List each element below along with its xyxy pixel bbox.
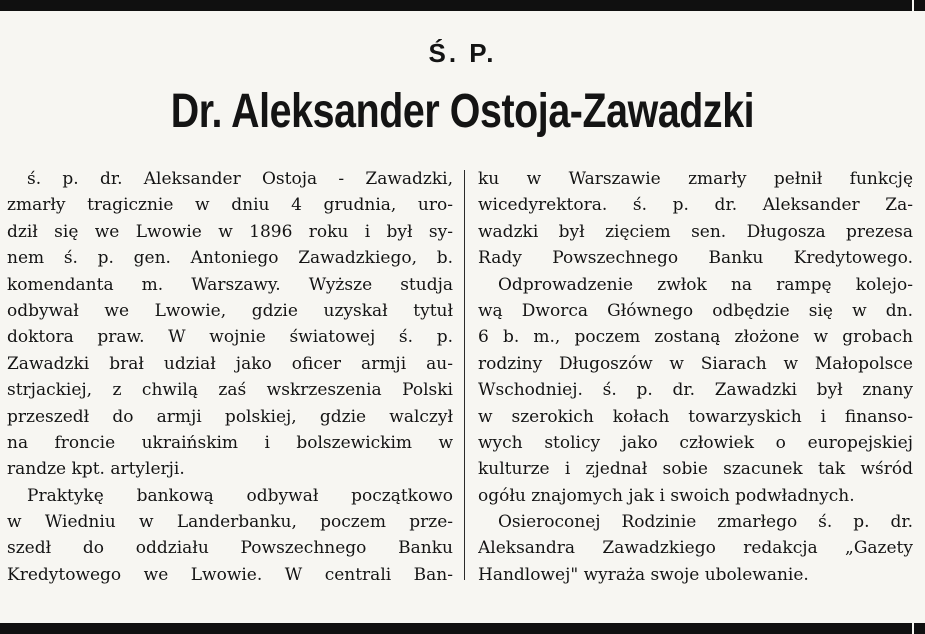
- text-line: wicedyrektora. ś. p. dr. Aleksander Za-: [478, 195, 913, 216]
- obituary-headline: Dr. Aleksander Ostoja-Zawadzki: [170, 85, 755, 138]
- top-rule: [0, 0, 925, 11]
- text-line: dził się we Lwowie w 1896 roku i był sy-: [7, 221, 453, 242]
- text-line: wadzki był zięciem sen. Długosza prezesa: [478, 221, 913, 242]
- text-line: szedł do oddziału Powszechnego Banku: [7, 538, 453, 559]
- right-column: [478, 166, 913, 588]
- text-line: na froncie ukraińskim i bolszewickim w: [7, 432, 453, 453]
- text-line: wą Dworca Głównego odbędzie się w dn.: [478, 300, 913, 321]
- text-line: odbywał we Lwowie, gdzie uzyskał tytuł: [7, 300, 453, 321]
- text-line: komendanta m. Warszawy. Wyższe studja: [7, 274, 453, 295]
- text-line: Praktykę bankową odbywał początkowo: [27, 485, 453, 506]
- text-line: Rady Powszechnego Banku Kredytowego.: [478, 248, 913, 269]
- text-line: Kredytowego we Lwowie. W centrali Ban-: [7, 564, 453, 585]
- text-line: ku w Warszawie zmarły pełnił funkcję: [478, 169, 913, 189]
- text-line: nem ś. p. gen. Antoniego Zawadzkiego, b.: [7, 248, 453, 269]
- text-line: rodziny Długoszów w Siarach w Małopolsce: [478, 353, 913, 374]
- text-line: Osieroconej Rodzinie zmarłego ś. p. dr.: [498, 512, 913, 533]
- text-line: ogółu znajomych jak i swoich podwładnych.: [478, 485, 855, 506]
- text-line: wych stolicy jako człowiek o europejskiej: [478, 432, 913, 453]
- text-line: w szerokich kołach towarzyskich i finanso-: [478, 406, 913, 427]
- text-line: ś. p. dr. Aleksander Ostoja - Zawadzki,: [27, 169, 453, 189]
- obituary-prefix: Ś. P.: [428, 38, 497, 68]
- text-line: zmarły tragicznie w dniu 4 grudnia, uro-: [7, 195, 453, 216]
- text-line: Aleksandra Zawadzkiego redakcja „Gazety: [478, 538, 913, 559]
- bottom-rule: [0, 623, 925, 634]
- left-column: [7, 166, 453, 588]
- text-line: randze kpt. artylerji.: [7, 459, 185, 480]
- text-line: 6 b. m., poczem zostaną złożone w grobach: [478, 327, 913, 348]
- text-line: Zawadzki brał udział jako oficer armji au-: [7, 353, 453, 374]
- text-line: w Wiedniu w Landerbanku, poczem prze-: [7, 512, 453, 533]
- text-line: strjackiej, z chwilą zaś wskrzeszenia Polski: [7, 380, 453, 401]
- text-line: Odprowadzenie zwłok na rampę kolejo-: [498, 274, 913, 295]
- column-divider: [464, 170, 465, 580]
- text-line: kulturze i zjednał sobie szacunek tak wśród: [478, 459, 913, 480]
- text-line: Handlowej" wyraża swoje ubolewanie.: [478, 564, 809, 585]
- text-line: Wschodniej. ś. p. dr. Zawadzki był znany: [478, 380, 913, 401]
- text-line: doktora praw. W wojnie światowej ś. p.: [7, 327, 453, 348]
- text-line: przeszedł do armji polskiej, gdzie walczył: [7, 406, 453, 427]
